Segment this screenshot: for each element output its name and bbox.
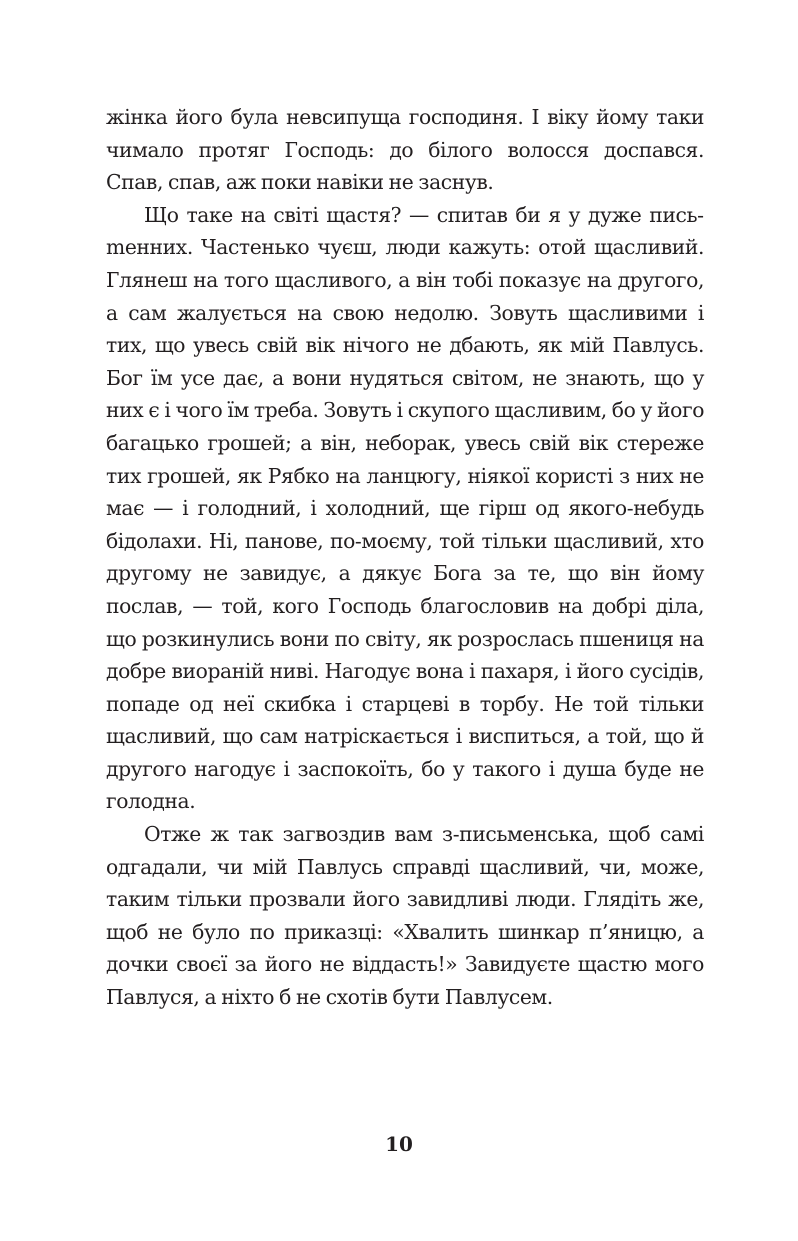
paragraph-3: Отже ж так загвоздив вам з-письменська, щоб самі одгадали, чи мій Павлусь справді щасливий, чи, може, таким тільки прозвали його завидливі люди. Глядіть же, щоб не було по приказці: «Хвалить шинкар п’яницю, а дочки своєї за його не віддасть!» Завидуєте щастю мого Павлуся, а ніхто б не схотів бути Павлусем. — [106, 822, 704, 1010]
body-text — [106, 101, 704, 1014]
paragraph-2: Що таке на світі щастя? — спитав би я у дуже письmенних. Частенько чуєш, люди кажуть: отой щасливий. Глянеш на того щасливого, а він тобі показує на другого, а сам жалується на свою недолю. Зовуть щасливими і тих, що увесь свій вік нічого не дбають, як мій Павлусь. Бог їм усе дає, а вони нудяться світом, не знають, що у них є і чого їм треба. Зовуть і скупого щасливим, бо у його багацько грошей; а він, неборак, увесь свій вік стереже тих грошей, як Рябко на ланцюгу, ніякої користі з них не має — і голодний, і холодний, ще гірш од якого-небудь бідолахи. Ні, панове, по-моєму, той тільки щасливий, хто другому не завидує, а дякує Бога за те, що він йому послав, — той, кого Господь благословив на добрі діла, що розкинулись вони по світу, як розрослась пшениця на добре виораній ниві. Нагодує вона і пахаря, і його сусідів, попаде од неї скибка і старцеві в торбу. Не той тільки щасливий, що сам натріскається і виспиться, а той, що й другого нагодує і заспокоїть, бо у такого і душа буде не голодна. — [106, 202, 705, 814]
page-number: 10 — [385, 1132, 413, 1156]
paragraph-1: жінка його була невсипуща господиня. І віку йому таки чимало протяг Господь: до білого волосся доспався. Спав, спав, аж поки навіки не заснув. — [106, 105, 704, 195]
